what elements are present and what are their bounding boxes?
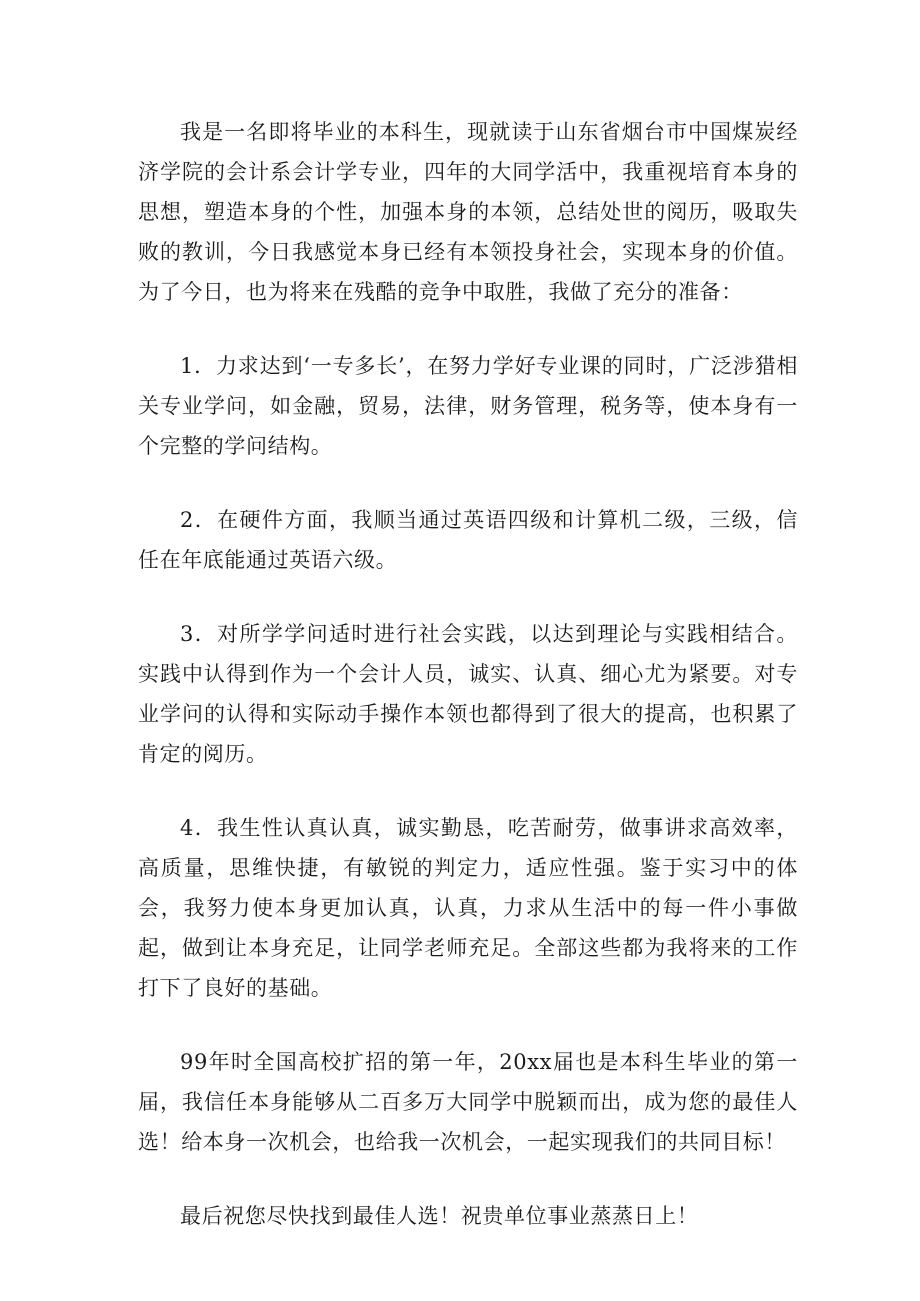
wishes-paragraph: 最后祝您尽快找到最佳人选！祝贵单位事业蒸蒸日上！ (180, 1204, 699, 1228)
point-4-paragraph: 4．我生性认真认真，诚实勤恳，吃苦耐劳，做事讲求高效率，高质量，思维快捷，有敏锐的判定力，适应性强。鉴于实习中的体会，我努力使本身更加认真，认真，力求从生活中的每一件小事做起，做到让本身充足，让同学老师充足。全部这些都为我将来的工作打下了良好的基础。 (138, 816, 798, 1000)
point-1-paragraph: 1．力求达到‘一专多长’，在努力学好专业课的同时，广泛涉猎相关专业学问，如金融，贸易，法律，财务管理，税务等，使本身有一个完整的学问结构。 (138, 354, 798, 458)
point-2-paragraph: 2．在硬件方面，我顺当通过英语四级和计算机二级，三级，信任在年底能通过英语六级。 (138, 508, 798, 572)
document-body (138, 112, 798, 1236)
intro-paragraph: 我是一名即将毕业的本科生，现就读于山东省烟台市中国煤炭经济学院的会计系会计学专业，四年的大同学活中，我重视培育本身的思想，塑造本身的个性，加强本身的本领，总结处世的阅历，吸取失败的教训，今日我感觉本身已经有本领投身社会，实现本身的价值。为了今日，也为将来在残酷的竞争中取胜，我做了充分的准备： (138, 120, 798, 304)
point-3-paragraph: 3．对所学学问适时进行社会实践，以达到理论与实践相结合。实践中认得到作为一个会计人员，诚实、认真、细心尤为紧要。对专业学问的认得和实际动手操作本领也都得到了很大的提高，也积累了肯定的阅历。 (138, 622, 798, 766)
closing-paragraph: 99年时全国高校扩招的第一年，20xx届也是本科生毕业的第一届，我信任本身能够从二百多万大同学中脱颖而出，成为您的最佳人选！给本身一次机会，也给我一次机会，一起实现我们的共同目标！ (138, 1050, 798, 1154)
